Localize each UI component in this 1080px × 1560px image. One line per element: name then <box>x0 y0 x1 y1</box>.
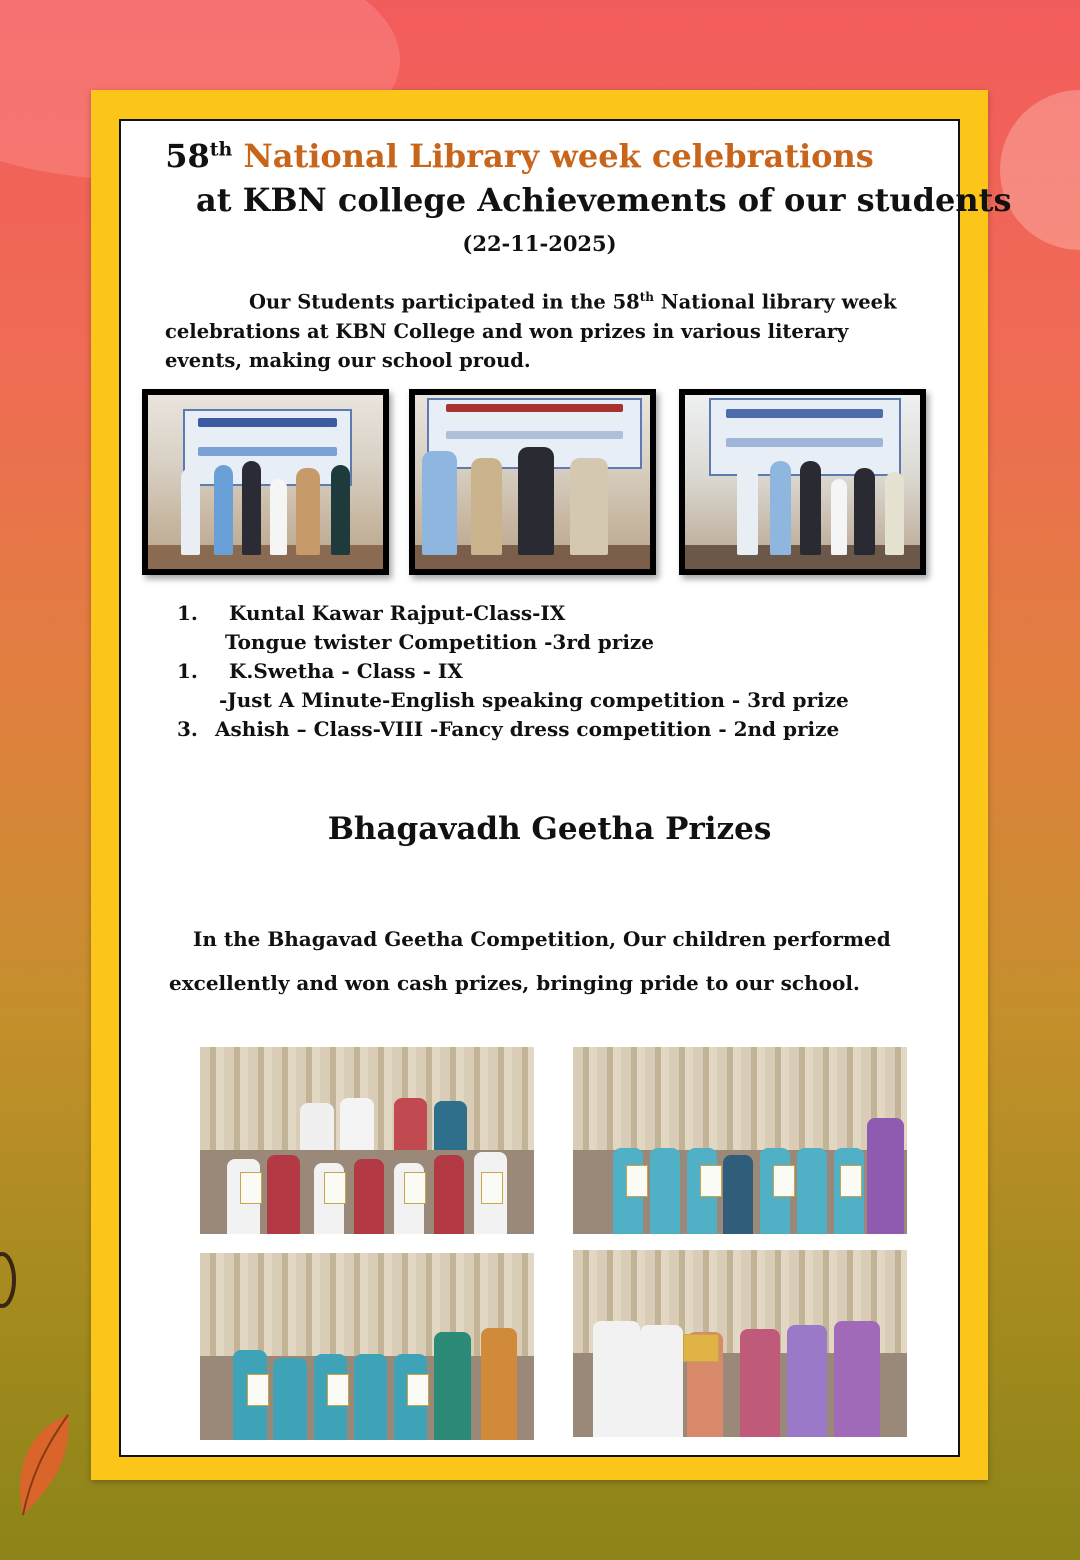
intro-paragraph: Our Students participated in the 58th National library week celebrations at KBN College and won prizes in various literary events, making our school proud. <box>165 290 897 372</box>
event-date: (22-11-2025) <box>462 231 617 256</box>
gita-section-title: Bhagavadh Geetha Prizes <box>327 811 772 847</box>
background-swirl-right <box>1000 90 1080 250</box>
page-title: 58th National Library week celebrations <box>165 137 874 175</box>
decorative-flower-icon <box>0 1250 20 1310</box>
library-week-photo-2 <box>409 389 656 575</box>
list-item-detail: Tongue twister Competition -3rd prize <box>225 630 655 654</box>
library-week-photo-3 <box>679 389 926 575</box>
gita-photo-2 <box>573 1047 907 1234</box>
gita-paragraph: In the Bhagavad Geetha Competition, Our children performed excellently and won cash prizes, bringing pride to our school. <box>169 927 891 995</box>
list-item: 3. Ashish – Class-VIII -Fancy dress competition - 2nd prize <box>177 717 840 741</box>
yellow-frame <box>91 90 1012 1480</box>
gita-photo-3 <box>200 1253 534 1440</box>
achievements-list <box>177 599 849 744</box>
list-item-detail: -Just A Minute-English speaking competition - 3rd prize <box>219 688 849 712</box>
gita-photo-1 <box>200 1047 534 1234</box>
library-week-photo-1 <box>142 389 389 575</box>
page-subtitle: at KBN college Achievements of our students <box>196 181 1012 219</box>
list-item: 1. Kuntal Kawar Rajput-Class-IX <box>177 601 566 625</box>
gita-photo-4 <box>573 1250 907 1437</box>
title-accent: National Library week celebrations <box>243 137 874 175</box>
decorative-leaf-icon <box>8 1410 78 1520</box>
newsletter-page <box>119 119 1012 1457</box>
list-item: 1. K.Swetha - Class - IX <box>177 659 463 683</box>
